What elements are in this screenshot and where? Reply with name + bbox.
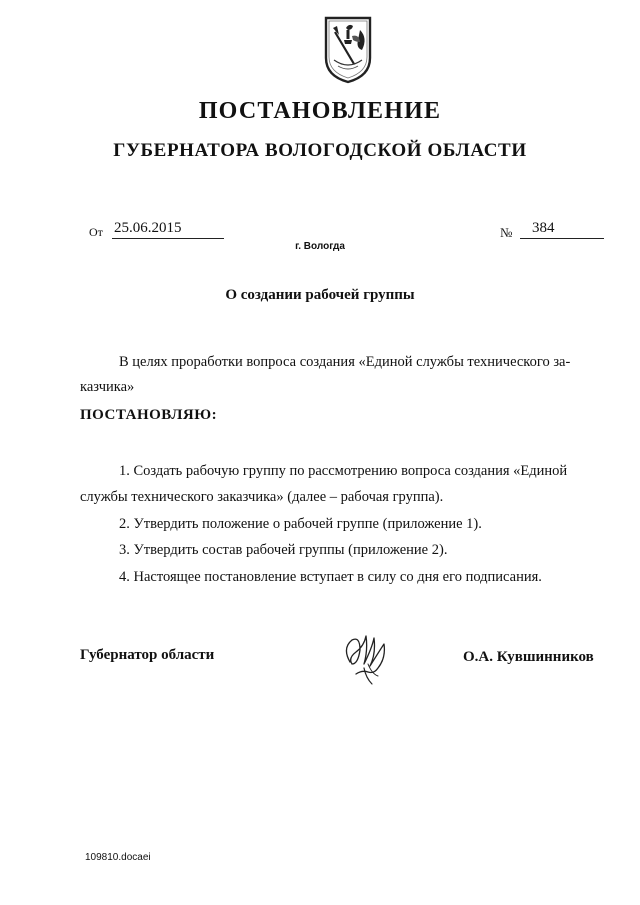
preamble-line-1: В целях проработки вопроса создания «Единой службы технического за- [119, 354, 571, 370]
item-3: 3. Утвердить состав рабочей группы (приложение 2). [119, 542, 448, 558]
item-4: 4. Настоящее постановление вступает в силу со дня его подписания. [119, 569, 542, 585]
decree-heading: ПОСТАНОВЛЯЮ: [80, 407, 218, 423]
signature-mark [338, 628, 398, 686]
date-from-label: От [89, 225, 103, 239]
document-date: 25.06.2015 [112, 218, 224, 239]
item-1-line-1: 1. Создать рабочую группу по рассмотрению вопроса создания «Единой [119, 463, 568, 479]
document-number: 384 [520, 218, 604, 239]
file-reference: 109810.docaei [85, 852, 151, 863]
document-subject: О создании рабочей группы [225, 287, 415, 303]
coat-of-arms-emblem [322, 14, 374, 84]
number-label: № [500, 225, 513, 240]
item-2: 2. Утвердить положение о рабочей группе (приложение 1). [119, 516, 482, 532]
document-title: ПОСТАНОВЛЕНИЕ [198, 98, 442, 124]
preamble-line-2: казчика» [80, 379, 135, 395]
document-subtitle: ГУБЕРНАТОРА ВОЛОГОДСКОЙ ОБЛАСТИ [113, 140, 527, 161]
signatory-name: О.А. Кувшинников [463, 649, 594, 665]
item-1-line-2: службы технического заказчика» (далее – рабочая группа). [80, 489, 444, 505]
signatory-position: Губернатор области [80, 647, 215, 663]
city-label: г. Вологда [295, 241, 345, 252]
